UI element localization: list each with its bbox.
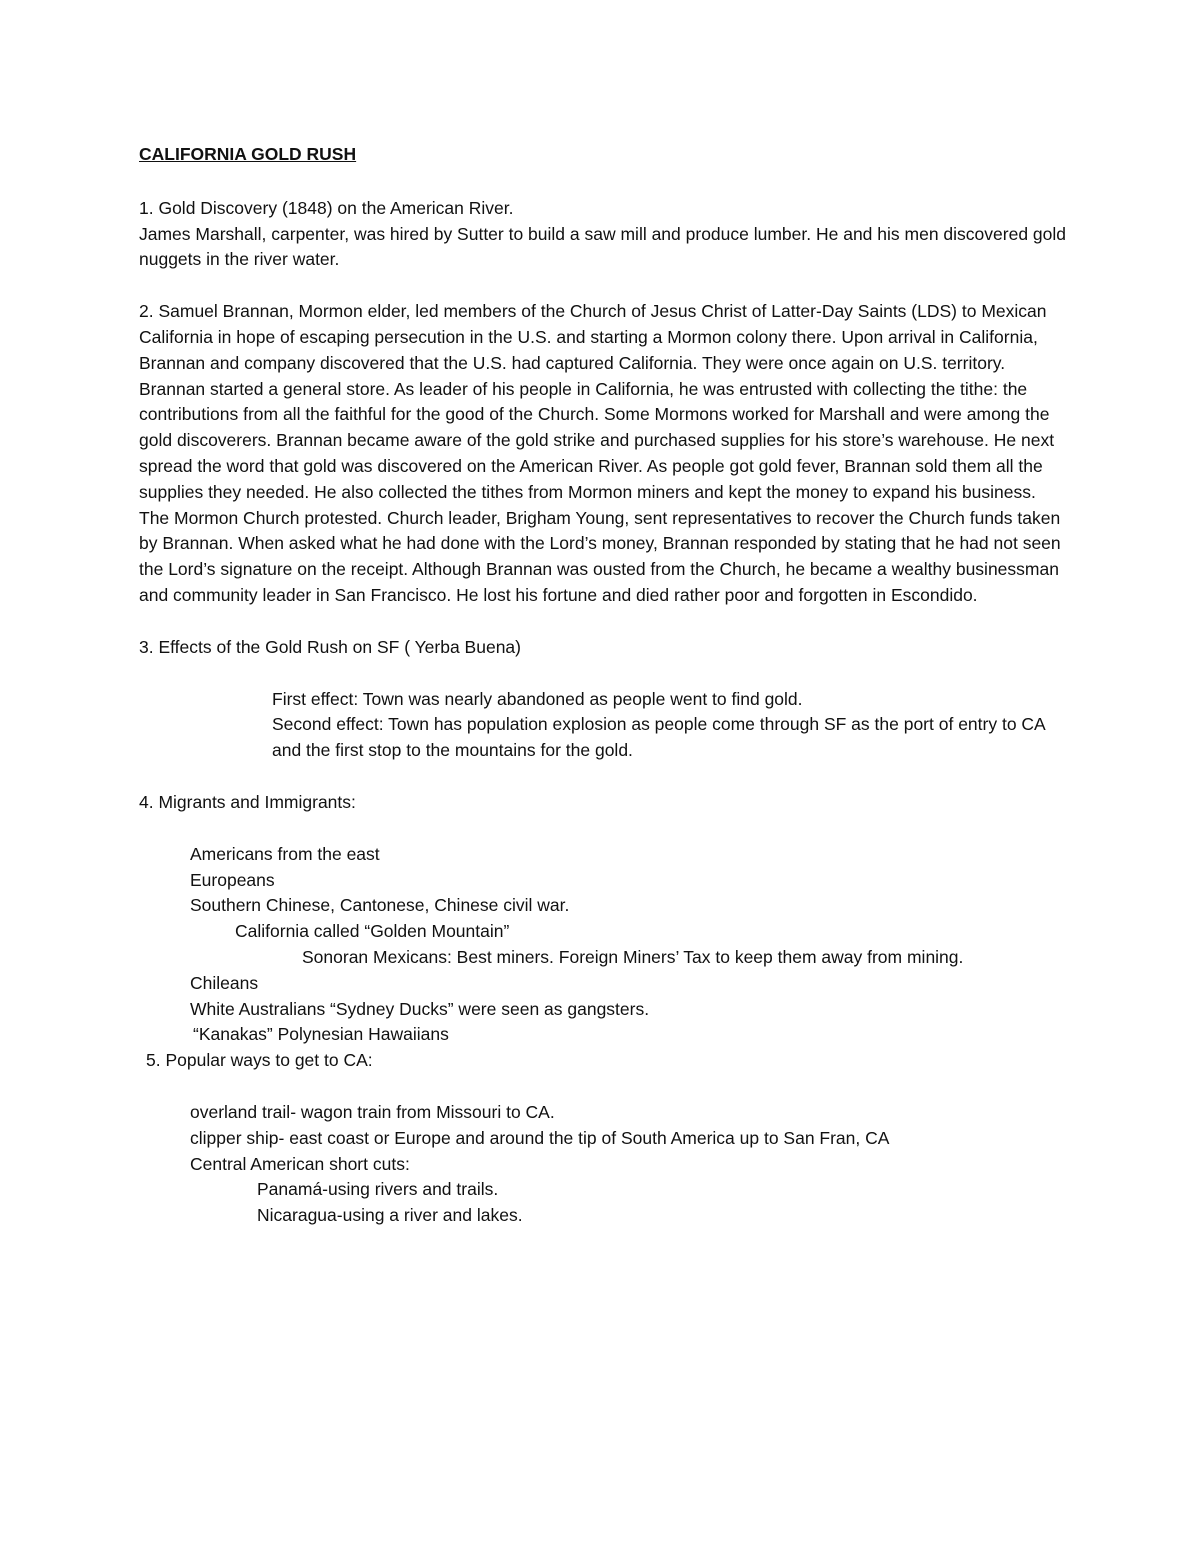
document-page xyxy=(139,142,1069,1229)
section-4-heading: 4. Migrants and Immigrants: xyxy=(139,791,356,812)
section-5-heading: 5. Popular ways to get to CA: xyxy=(146,1050,373,1071)
section-3-heading: 3. Effects of the Gold Rush on SF ( Yerba Buena) xyxy=(139,636,521,657)
migrant-item: California called “Golden Mountain” xyxy=(235,921,510,942)
travel-way-item: Central American short cuts: xyxy=(190,1153,410,1174)
spacer xyxy=(139,816,1069,842)
migrant-item: White Australians “Sydney Ducks” were seen as gangsters. xyxy=(190,998,650,1019)
travel-way-item: Nicaragua-using a river and lakes. xyxy=(257,1205,523,1226)
migrant-item: Southern Chinese, Cantonese, Chinese civil war. xyxy=(190,895,570,916)
document-title: CALIFORNIA GOLD RUSH xyxy=(139,144,357,164)
travel-way-item: clipper ship- east coast or Europe and around the tip of South America up to San Fran, CA xyxy=(190,1127,890,1148)
spacer xyxy=(139,661,1069,687)
spacer xyxy=(139,273,1069,299)
migrant-item: “Kanakas” Polynesian Hawaiians xyxy=(193,1024,449,1045)
section-2-body: 2. Samuel Brannan, Mormon elder, led members of the Church of Jesus Christ of Latter-Day Saints (LDS) to Mexican California in hope of escaping persecution in the U.S. and starting a Mormon colony there. Upon arrival in California, Brannan and company discovered that the U.S. had captured California. They were once again on U.S. territory. Brannan started a general store. As leader of his people in California, he was entrusted with collecting the tithe: the contributions from all the faithful for the good of the Church. Some Mormons worked for Marshall and were among the gold discoverers. Brannan became aware of the gold strike and purchased supplies for his store’s warehouse. He next spread the word that gold was discovered on the American River. As people got gold fever, Brannan sold them all the supplies they needed. He also collected the tithes from Mormon miners and kept the money to expand his business. The Mormon Church protested. Church leader, Brigham Young, sent representatives to recover the Church funds taken by Brannan. When asked what he had done with the Lord’s money, Brannan responded by stating that he had not seen the Lord’s signature on the receipt. Although Brannan was ousted from the Church, he became a wealthy businessman and community leader in San Francisco. He lost his fortune and died rather poor and forgotten in Escondido. xyxy=(139,301,1061,605)
spacer xyxy=(139,764,1069,790)
travel-way-item: overland trail- wagon train from Missouri to CA. xyxy=(190,1101,555,1122)
effect-item: First effect: Town was nearly abandoned as people went to find gold. xyxy=(272,688,803,709)
migrant-item: Chileans xyxy=(190,972,259,993)
section-1-body: James Marshall, carpenter, was hired by Sutter to build a saw mill and produce lumber. He and his men discovered gold nuggets in the river water. xyxy=(139,223,1066,270)
spacer xyxy=(139,609,1069,635)
migrant-item: Sonoran Mexicans: Best miners. Foreign Miners’ Tax to keep them away from mining. xyxy=(302,946,964,967)
migrant-item: Americans from the east xyxy=(190,843,380,864)
section-1-heading: 1. Gold Discovery (1848) on the American River. xyxy=(139,197,514,218)
spacer xyxy=(139,1074,1069,1100)
travel-way-item: Panamá-using rivers and trails. xyxy=(257,1179,499,1200)
migrant-item: Europeans xyxy=(190,869,275,890)
effect-item: Second effect: Town has population explosion as people come through SF as the port of entry to CA and the first stop to the mountains for the gold. xyxy=(272,714,1045,761)
